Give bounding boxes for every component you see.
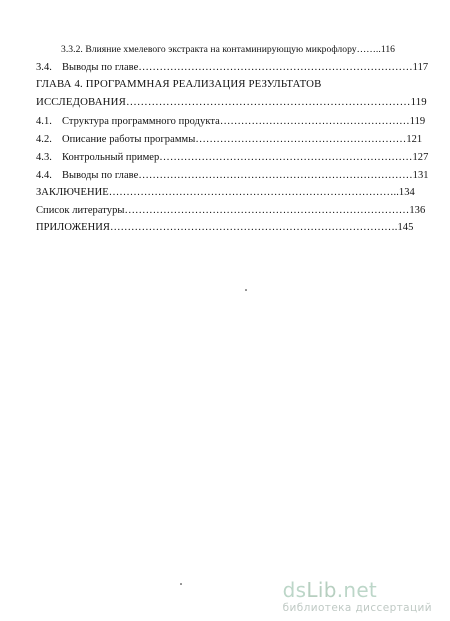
toc-entry-4-4: [36, 169, 429, 182]
watermark-logo: [283, 580, 432, 600]
toc-entry-title: ГЛАВА 4. ПРОГРАММНАЯ РЕАЛИЗАЦИЯ РЕЗУЛЬТАТОВ: [36, 78, 322, 90]
toc-page-number: 116: [380, 44, 396, 55]
toc-chapter-heading: [36, 78, 322, 91]
toc-entry-references: [36, 204, 425, 217]
toc-page-number: 119: [409, 116, 426, 127]
toc-page-number: 127: [412, 152, 429, 163]
toc-page-number: 136: [409, 205, 426, 216]
toc-leader: ……..: [356, 44, 381, 55]
toc-entry-appendices: [36, 221, 413, 234]
toc-entry-number: 4.3.: [36, 152, 52, 163]
toc-page-number: 145: [397, 222, 414, 233]
toc-leader: ………………………………………………………………………..: [108, 187, 399, 198]
watermark: [283, 580, 432, 615]
toc-leader: ……………………………………………………………………: [138, 62, 413, 73]
toc-leader: ………………………………………………: [219, 116, 410, 127]
toc-entry-4-3: [36, 151, 428, 164]
toc-page-number: 131: [412, 170, 429, 181]
toc-entry-title: Выводы по главе: [61, 62, 139, 73]
scan-speck: [180, 583, 182, 585]
toc-entry-title: ИССЛЕДОВАНИЯ: [36, 96, 126, 108]
toc-page-number: 134: [398, 187, 415, 198]
toc-page-number: 121: [406, 134, 423, 145]
toc-entry-title: Структура программного продукта: [61, 116, 220, 127]
toc-leader: ……………………………………………………………………….: [109, 222, 398, 233]
watermark-logo-ds: ds: [282, 578, 307, 602]
toc-entry-3-3-2: [61, 43, 395, 56]
toc-entry-number: 4.4.: [36, 170, 52, 181]
watermark-logo-lib: Lib: [306, 578, 337, 602]
toc-leader: ………………………………………………………………: [159, 152, 413, 163]
watermark-logo-net: .net: [336, 578, 378, 602]
toc-entry-title: Контрольный пример: [61, 152, 160, 163]
toc-entry-4-1: [36, 115, 425, 128]
toc-leader: ……………………………………………………………………: [125, 96, 411, 108]
toc-entry-conclusion: [36, 186, 415, 199]
toc-entry-number: 4.2.: [36, 134, 52, 145]
toc-entry-title: Выводы по главе: [61, 170, 139, 181]
toc-entry-title: 3.3.2. Влияние хмелевого экстракта на контаминирующую микрофлору: [61, 44, 357, 55]
toc-entry-number: 4.1.: [36, 116, 52, 127]
toc-page-number: 119: [410, 96, 427, 108]
toc-entry-title: Список литературы: [36, 205, 125, 216]
scan-speck: [245, 289, 247, 291]
watermark-subtitle: библиотека диссертаций: [282, 602, 432, 614]
toc-page-number: 117: [412, 62, 429, 73]
toc-entry-number: 3.4.: [36, 62, 52, 73]
toc-entry-title: ЗАКЛЮЧЕНИЕ: [36, 187, 109, 198]
toc-entry-3-4: [36, 61, 428, 74]
toc-leader: ………………………………………………………………………: [124, 205, 410, 216]
toc-leader: ……………………………………………………: [195, 134, 407, 145]
toc-entry-title: ПРИЛОЖЕНИЯ: [36, 222, 110, 233]
toc-entry-4-2: [36, 133, 422, 146]
toc-entry-chapter-4: [36, 96, 427, 109]
toc-leader: ……………………………………………………………………: [138, 170, 413, 181]
toc-entry-title: Описание работы программы: [61, 134, 196, 145]
